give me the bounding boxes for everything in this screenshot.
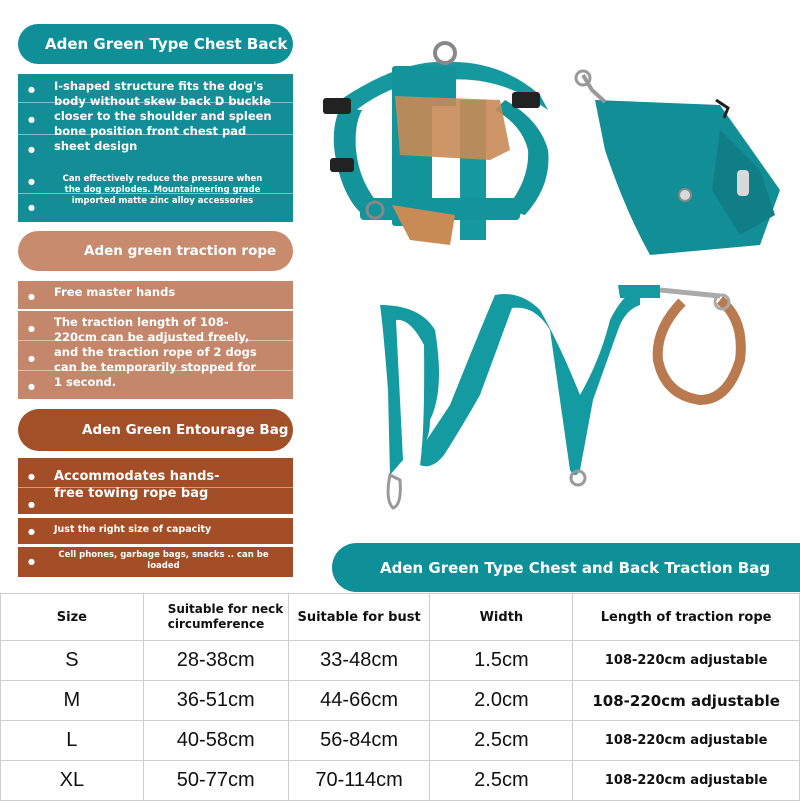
bag-title-banner <box>18 409 293 451</box>
header-size: Size <box>1 594 144 641</box>
divider <box>18 134 293 135</box>
set-title: Aden Green Type Chest and Back Traction Bag <box>380 558 771 577</box>
set-title-banner <box>332 543 800 592</box>
bullet-icon: ● <box>28 85 35 94</box>
cell-width: 2.5cm <box>430 761 573 801</box>
divider <box>18 370 293 371</box>
rope-feature-text: Free master hands <box>54 285 176 299</box>
header-width: Width <box>430 594 573 641</box>
table-row <box>1 641 800 681</box>
divider <box>18 487 293 488</box>
harness-title: Aden Green Type Chest Back <box>45 35 288 53</box>
cell-rope-length: 108-220cm adjustable <box>573 681 800 721</box>
cell-neck: 36-51cm <box>143 681 288 721</box>
cell-neck: 40-58cm <box>143 721 288 761</box>
bag-feature-text: Cell phones, garbage bags, snacks .. can be loaded <box>58 550 269 571</box>
header-bust: Suitable for bust <box>288 594 430 641</box>
bullet-icon: ● <box>28 354 35 363</box>
divider <box>18 340 293 341</box>
bullet-icon: ● <box>28 324 35 333</box>
bullet-icon: ● <box>28 145 35 154</box>
table-row <box>1 761 800 801</box>
rope-title-banner <box>18 231 293 271</box>
bullet-icon: ● <box>28 557 35 566</box>
bullet-icon: ● <box>28 177 35 186</box>
cell-width: 2.0cm <box>430 681 573 721</box>
entourage-bag-image <box>576 71 780 255</box>
rope-feature-2 <box>18 311 293 399</box>
rope-feature-1 <box>18 281 293 309</box>
cell-size: M <box>1 681 144 721</box>
cell-size: S <box>1 641 144 681</box>
harness-feature-text: I-shaped structure fits the dog's body without skew back D buckle closer to the shoulder and spleen bone position front chest pad sheet design <box>54 79 272 153</box>
cell-rope-length: 108-220cm adjustable <box>573 761 800 801</box>
bag-feature-text: Just the right size of capacity <box>54 524 212 535</box>
traction-rope-image <box>380 285 741 508</box>
harness-feature-text: Can effectively reduce the pressure when the dog explodes. Mountaineering grade imported matte zinc alloy accessories <box>62 174 263 206</box>
harness-image <box>323 43 549 245</box>
cell-rope-length: 108-220cm adjustable <box>573 641 800 681</box>
bullet-icon: ● <box>28 472 35 481</box>
cell-width: 2.5cm <box>430 721 573 761</box>
cell-bust: 44-66cm <box>288 681 430 721</box>
cell-bust: 33-48cm <box>288 641 430 681</box>
cell-bust: 56-84cm <box>288 721 430 761</box>
bullet-icon: ● <box>28 382 35 391</box>
bag-feature-3 <box>18 547 293 577</box>
product-illustration <box>300 20 800 540</box>
rope-feature-text: The traction length of 108-220cm can be adjusted freely, and the traction rope of 2 dogs can be temporarily stopped for 1 second. <box>54 315 257 389</box>
bullet-icon: ● <box>28 527 35 536</box>
header-rope-length: Length of traction rope <box>573 594 800 641</box>
bullet-icon: ● <box>28 203 35 212</box>
cell-width: 1.5cm <box>430 641 573 681</box>
bullet-icon: ● <box>28 292 35 301</box>
bullet-icon: ● <box>28 500 35 509</box>
cell-neck: 50-77cm <box>143 761 288 801</box>
table-row <box>1 721 800 761</box>
size-table <box>0 593 800 801</box>
bag-feature-1 <box>18 458 293 514</box>
cell-rope-length: 108-220cm adjustable <box>573 721 800 761</box>
table-header-row <box>1 594 800 641</box>
header-neck: Suitable for neck circumference <box>143 594 288 641</box>
table-row <box>1 681 800 721</box>
bag-feature-2 <box>18 518 293 544</box>
bag-feature-text: Accommodates hands-free towing rope bag <box>54 469 220 501</box>
bag-title: Aden Green Entourage Bag <box>82 422 289 438</box>
divider <box>18 102 293 103</box>
rope-title: Aden green traction rope <box>84 243 277 259</box>
harness-feature-1 <box>18 74 293 164</box>
cell-neck: 28-38cm <box>143 641 288 681</box>
divider <box>18 193 293 194</box>
cell-size: L <box>1 721 144 761</box>
cell-bust: 70-114cm <box>288 761 430 801</box>
cell-size: XL <box>1 761 144 801</box>
harness-title-banner <box>18 24 293 64</box>
bullet-icon: ● <box>28 115 35 124</box>
